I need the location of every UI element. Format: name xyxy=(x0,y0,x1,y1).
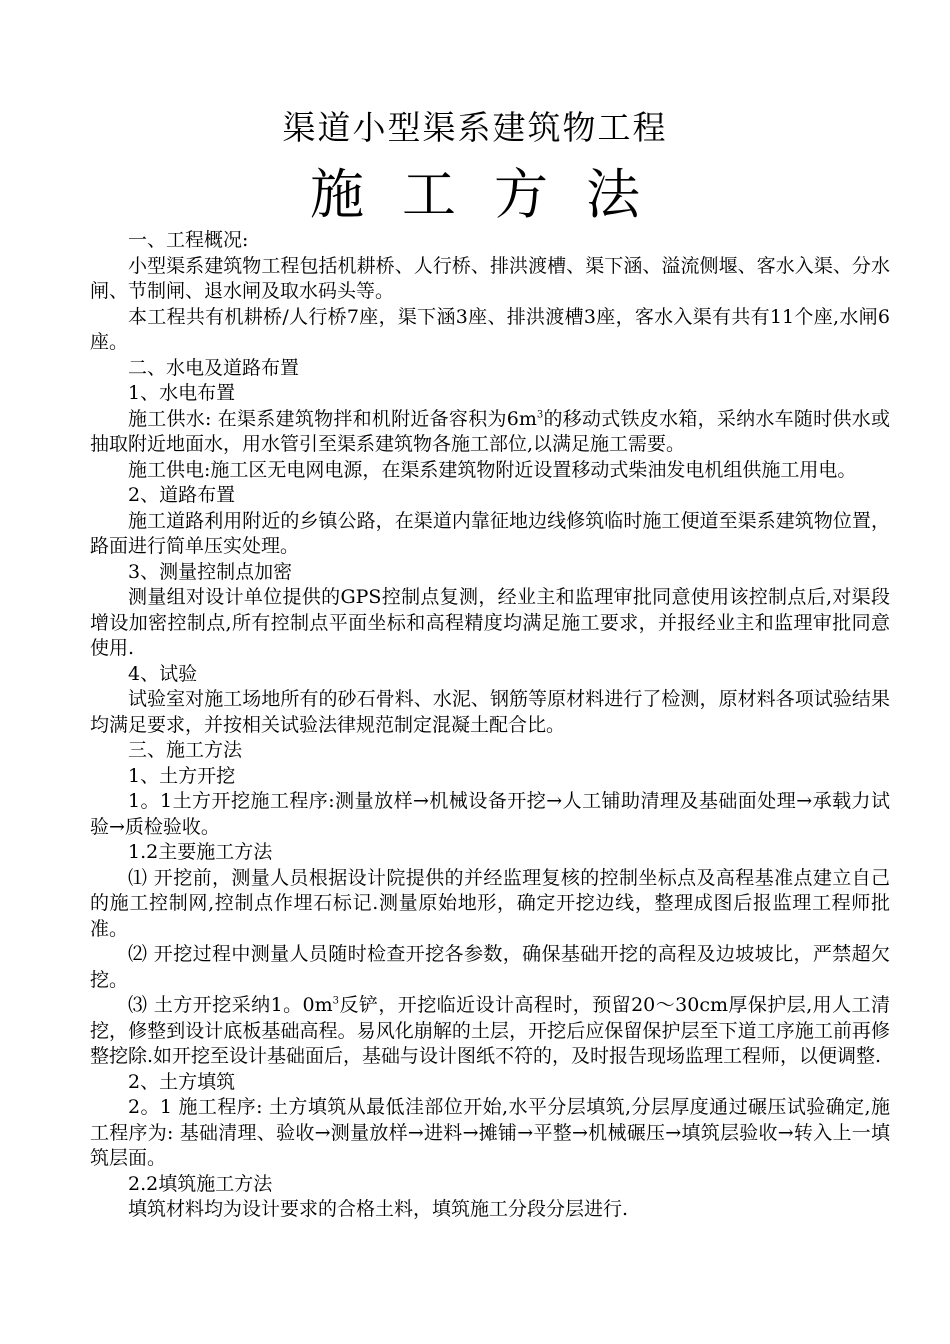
paragraph: 小型渠系建筑物工程包括机耕桥、人行桥、排洪渡槽、渠下涵、溢流侧堰、客水入渠、分水闸、节制闸、退水闸及取水码头等。 xyxy=(90,254,890,302)
text-run: 的移动式铁皮水箱，采纳水车随时供水或抽取附近地面水，用水管引至渠系建筑物各施工部位,以满足施工需要。 xyxy=(90,407,890,455)
subsection-heading: 2、道路布置 xyxy=(128,484,236,506)
subsection-heading: 4、试验 xyxy=(128,662,198,685)
document-body xyxy=(90,228,890,1223)
subsection-heading: 1、水电布置 xyxy=(128,382,236,404)
paragraph: 施工道路利用附近的乡镇公路，在渠道内靠征地边线修筑临时施工便道至渠系建筑物位置，路面进行简单压实处理。 xyxy=(90,509,890,557)
paragraph xyxy=(90,407,890,458)
section-heading: 三、施工方法 xyxy=(128,739,243,761)
paragraph: ⑴ 开挖前，测量人员根据设计院提供的并经监理复核的控制坐标点及高程基准点建立自己的施工控制网,控制点作埋石标记.测量原始地形，确定开挖边线，整理成图后报监理工程师批准。 xyxy=(90,866,890,940)
superscript: 3 xyxy=(332,995,340,1007)
paragraph: 2。1 施工程序: 土方填筑从最低洼部位开始,水平分层填筑,分层厚度通过碾压试验确定,施工程序为: 基础清理、验收→测量放样→进料→摊铺→平整→机械碾压→填筑层验收→转入上一填筑层面。 xyxy=(90,1096,890,1169)
subsection-heading: 1.2主要施工方法 xyxy=(128,841,273,863)
section-heading: 二、水电及道路布置 xyxy=(128,356,300,379)
paragraph: 测量组对设计单位提供的GPS控制点复测，经业主和监理审批同意使用该控制点后,对渠段增设加密控制点,所有控制点平面坐标和高程精度均满足施工要求，并报经业主和监理审批同意使用. xyxy=(90,586,890,659)
text-run: 施工供水: 在渠系建筑物拌和机附近备容积为6m xyxy=(128,407,537,430)
text-run: 反铲，开挖临近设计高程时，预留20～30cm厚保护层,用人工清挖，修整到设计底板基础高程。易风化崩解的土层，开挖后应保留保护层至下道工序施工前再修整挖除.如开挖至设计基础面后，基础与设计图纸不符的，及时报告现场监理工程师，以便调整. xyxy=(90,994,890,1067)
paragraph: 施工供电:施工区无电网电源，在渠系建筑物附近设置移动式柴油发电机组供施工用电。 xyxy=(128,458,857,481)
subsection-heading: 2.2填筑施工方法 xyxy=(128,1172,273,1195)
section-heading: 一、工程概况: xyxy=(128,229,249,251)
document-title: 渠道小型渠系建筑物工程 xyxy=(282,108,668,147)
document-subtitle: 施工方法 xyxy=(310,163,678,226)
paragraph: 本工程共有机耕桥/人行桥7座，渠下涵3座、排洪渡槽3座，客水入渠有共有11个座,水闸6座。 xyxy=(90,305,890,353)
superscript: 3 xyxy=(536,409,544,421)
paragraph xyxy=(90,993,890,1070)
paragraph: 1。1土方开挖施工程序:测量放样→机械设备开挖→人工铺助清理及基础面处理→承载力试验→质检验收。 xyxy=(90,790,890,838)
subsection-heading: 1、土方开挖 xyxy=(128,764,236,787)
paragraph: 填筑材料均为设计要求的合格土料，填筑施工分段分层进行. xyxy=(128,1198,629,1220)
text-run: ⑶ 土方开挖采纳1。0m xyxy=(128,994,333,1016)
paragraph: ⑵ 开挖过程中测量人员随时检查开挖各参数，确保基础开挖的高程及边坡坡比，严禁超欠挖。 xyxy=(90,943,890,991)
paragraph: 试验室对施工场地所有的砂石骨料、水泥、钢筋等原材料进行了检测，原材料各项试验结果均满足要求，并按相关试验法律规范制定混凝土配合比。 xyxy=(90,688,890,736)
subsection-heading: 3、测量控制点加密 xyxy=(128,560,293,583)
subsection-heading: 2、土方填筑 xyxy=(128,1070,236,1093)
